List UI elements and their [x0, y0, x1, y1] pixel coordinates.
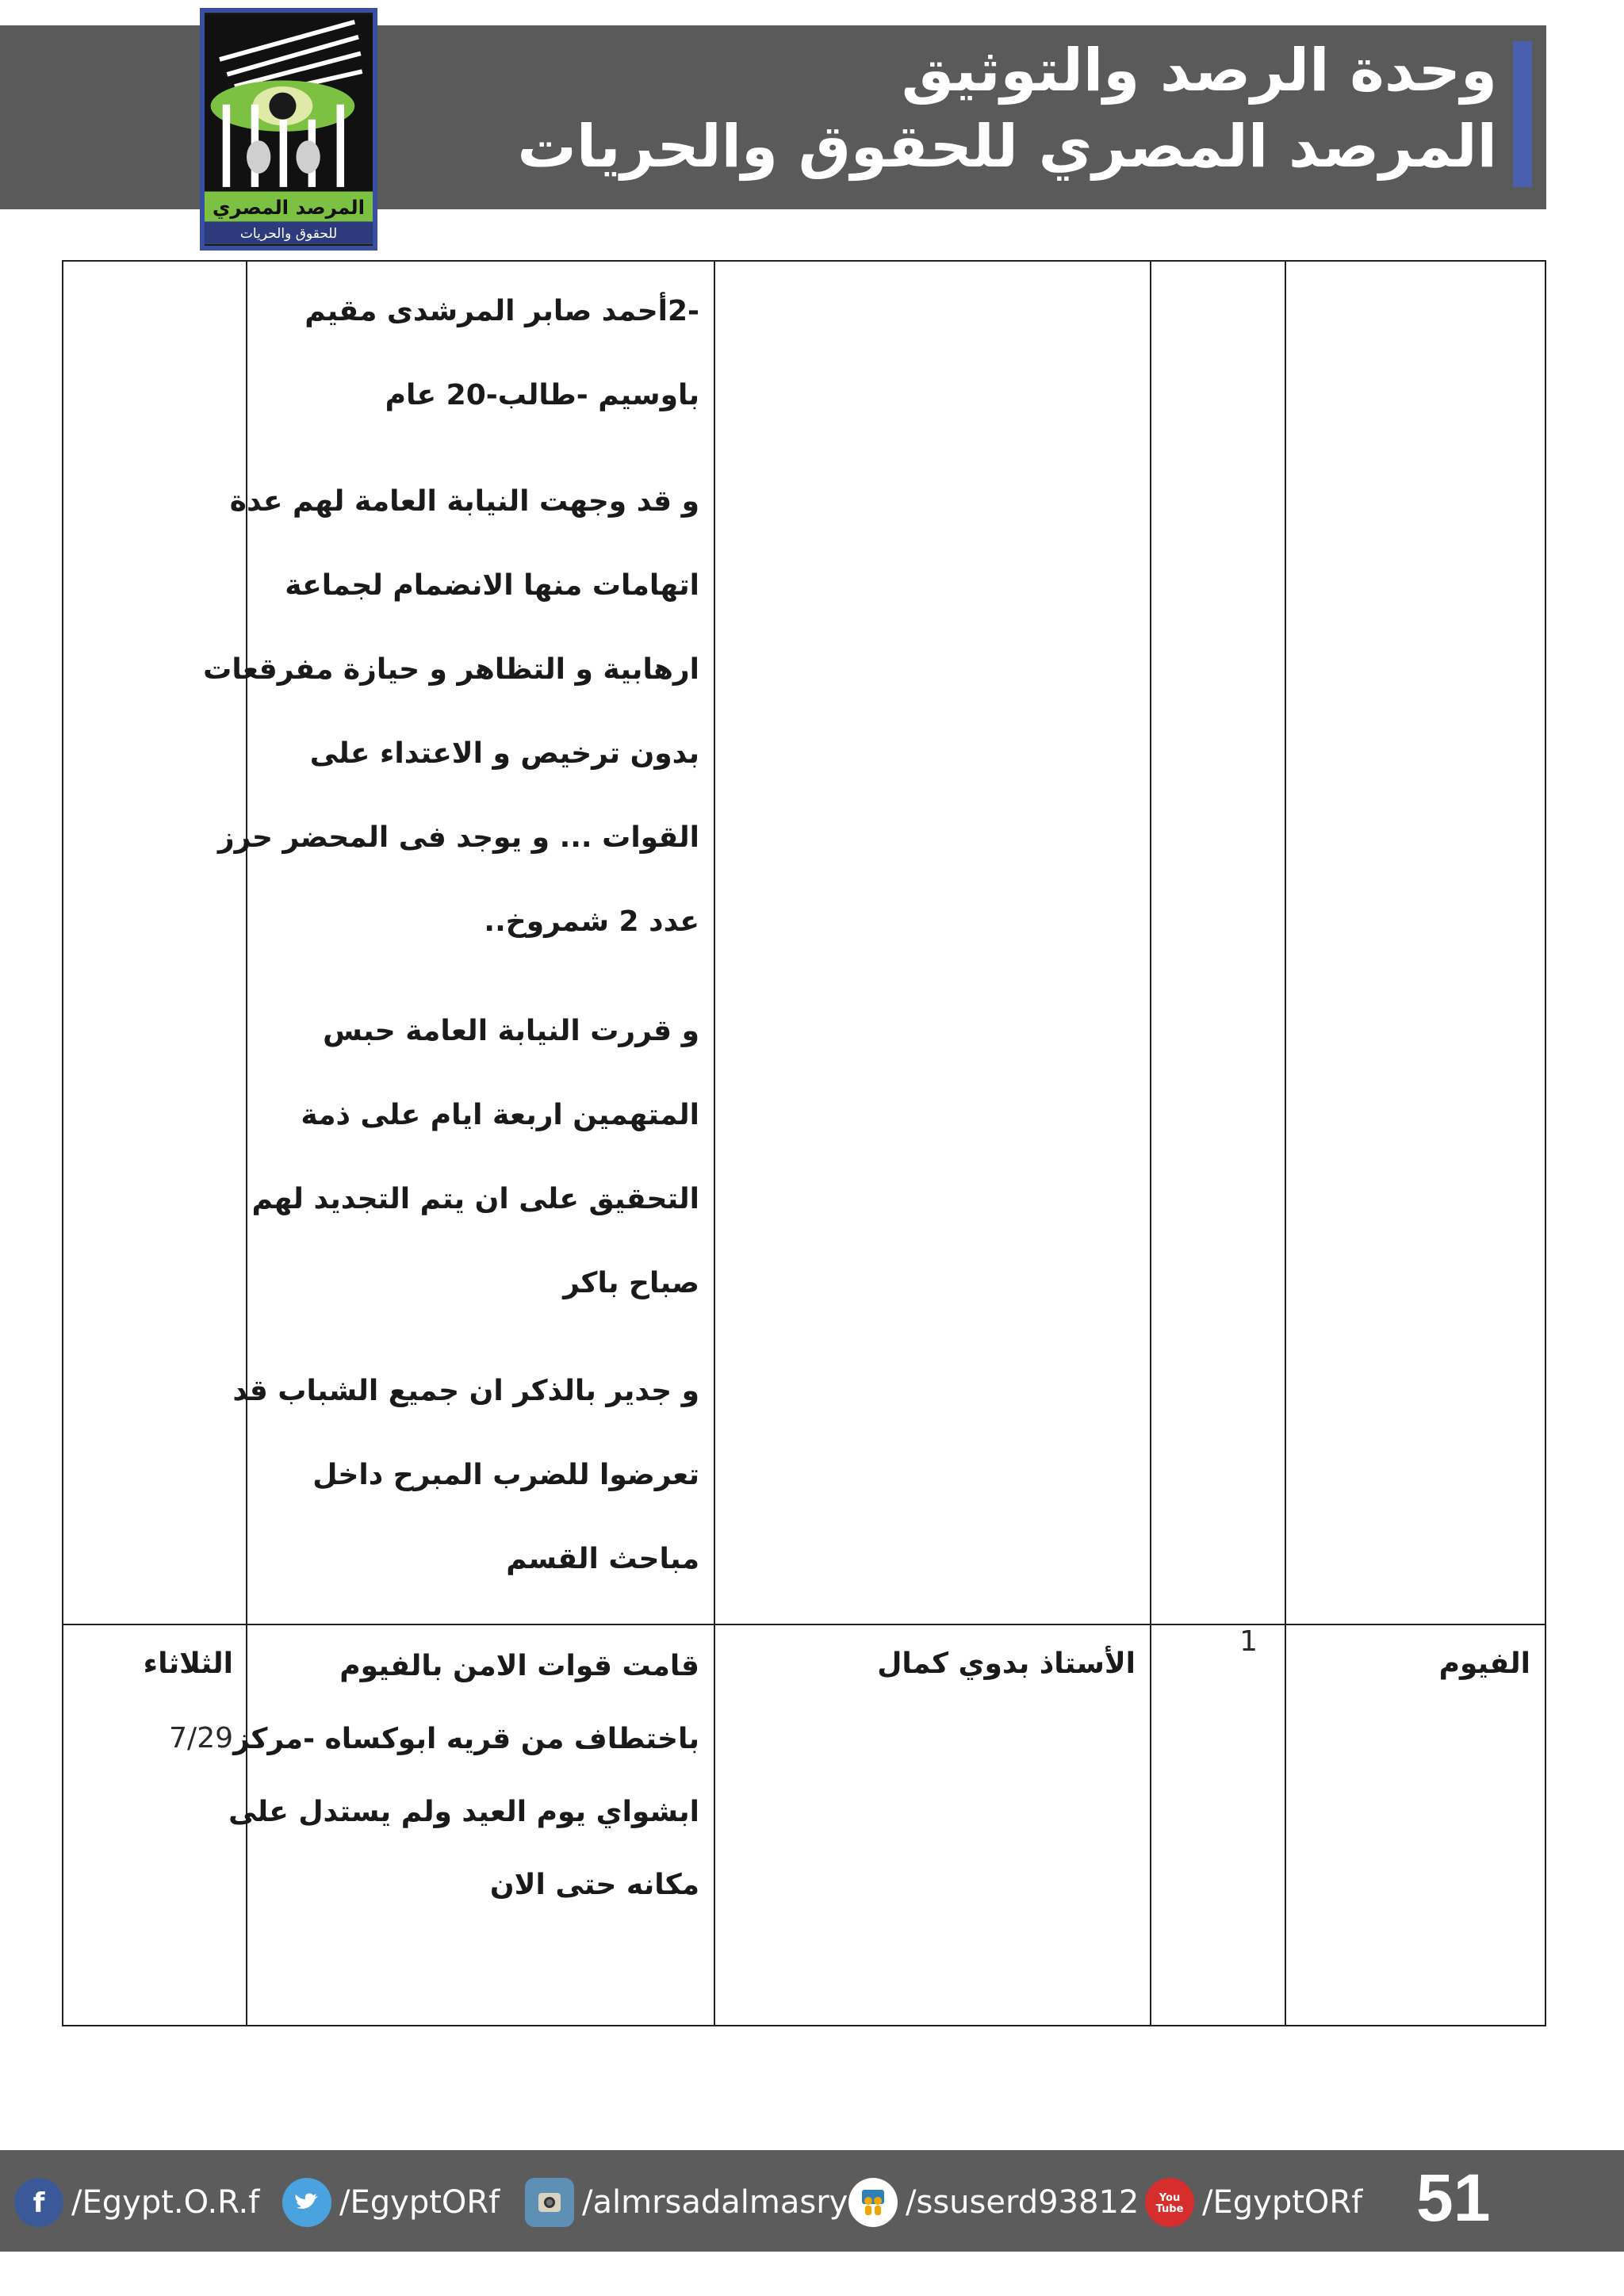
row1-paragraph-4	[232, 1349, 699, 1601]
row2-count-cell: 1	[1239, 1625, 1258, 1658]
incidents-table	[62, 260, 1546, 2026]
slideshare-icon	[848, 2178, 898, 2227]
page-number: 51	[1416, 2160, 1491, 2235]
text-line: ارهابية و التظاهر و حيازة مفرقعات	[203, 653, 699, 686]
facebook-icon	[14, 2178, 63, 2227]
text-line: مباحث القسم	[506, 1543, 699, 1575]
text-line: باوسيم -طالب-20 عام	[385, 379, 699, 411]
organization-logo	[200, 8, 377, 251]
twitter-icon	[282, 2178, 331, 2227]
svg-text:You: You	[1159, 2192, 1181, 2204]
text-line: باختطاف من قريه ابوكساه -مركز	[233, 1723, 699, 1755]
text-line: صباح باكر	[563, 1267, 699, 1299]
footer-instagram-link[interactable]	[525, 2171, 848, 2234]
svg-text:f: f	[33, 2187, 45, 2218]
text-line: تعرضوا للضرب المبرح داخل	[312, 1459, 699, 1491]
logo-text-primary: المرصد المصري	[212, 195, 366, 219]
text-line: مكانه حتى الان	[489, 1869, 699, 1901]
text-line: المتهمين اربعة ايام على ذمة	[301, 1099, 699, 1131]
row2-date-cell: 7/29	[169, 1722, 233, 1755]
row2-day-cell: الثلاثاء	[143, 1647, 233, 1680]
footer-slideshare-link[interactable]	[848, 2171, 1139, 2234]
row1-paragraph-3	[251, 989, 699, 1326]
footer-twitter-link[interactable]	[282, 2171, 500, 2234]
row2-details-cell	[228, 1630, 714, 2026]
text-line: و قد وجهت النيابة العامة لهم عدة	[229, 485, 699, 518]
footer-youtube-link[interactable]	[1145, 2171, 1362, 2234]
facebook-handle: /Egypt.O.R.f	[71, 2184, 260, 2221]
row2-governorate-cell: الفيوم	[1438, 1647, 1530, 1680]
column-divider	[1285, 262, 1286, 2025]
column-divider	[714, 262, 715, 2025]
svg-text:Tube: Tube	[1155, 2203, 1184, 2215]
text-line: قامت قوات الامن بالفيوم	[339, 1650, 699, 1682]
column-divider	[1150, 262, 1151, 2025]
footer-facebook-link[interactable]	[14, 2171, 259, 2234]
text-line: عدد 2 شمروخ..	[484, 905, 699, 938]
row1-paragraph-2	[203, 460, 699, 964]
row2-name-cell: الأستاذ بدوي كمال	[877, 1647, 1136, 1680]
row1-details-cell	[203, 262, 714, 1624]
instagram-icon	[525, 2178, 574, 2227]
text-line: التحقيق على ان يتم التجديد لهم	[251, 1183, 699, 1215]
instagram-handle: /almrsadalmasry	[582, 2184, 848, 2221]
slideshare-handle: /ssuserd93812	[906, 2184, 1139, 2221]
text-line: ابشواي يوم العيد ولم يستدل على	[228, 1796, 699, 1828]
header-title-organization: المرصد المصري للحقوق والحريات	[517, 113, 1497, 181]
text-line: -2أحمد صابر المرشدى مقيم	[304, 295, 699, 327]
row1-paragraph-1	[304, 270, 699, 438]
logo-text-secondary: للحقوق والحريات	[239, 226, 338, 243]
row2-paragraph	[228, 1630, 699, 1922]
text-line: و قررت النيابة العامة حبس	[323, 1015, 699, 1047]
twitter-handle: /EgyptORf	[339, 2184, 500, 2221]
youtube-handle: /EgyptORf	[1202, 2184, 1363, 2221]
row-divider	[63, 1624, 1545, 1625]
header-accent-bar	[1513, 41, 1532, 187]
text-line: اتهامات منها الانضمام لجماعة	[285, 569, 699, 602]
text-line: و جدير بالذكر ان جميع الشباب قد	[232, 1375, 699, 1407]
youtube-icon	[1145, 2178, 1194, 2227]
text-line: بدون ترخيص و الاعتداء على	[309, 737, 699, 770]
text-line: القوات ... و يوجد فى المحضر حرز	[217, 821, 699, 854]
header-title-unit: وحدة الرصد والتوثيق	[901, 36, 1497, 105]
